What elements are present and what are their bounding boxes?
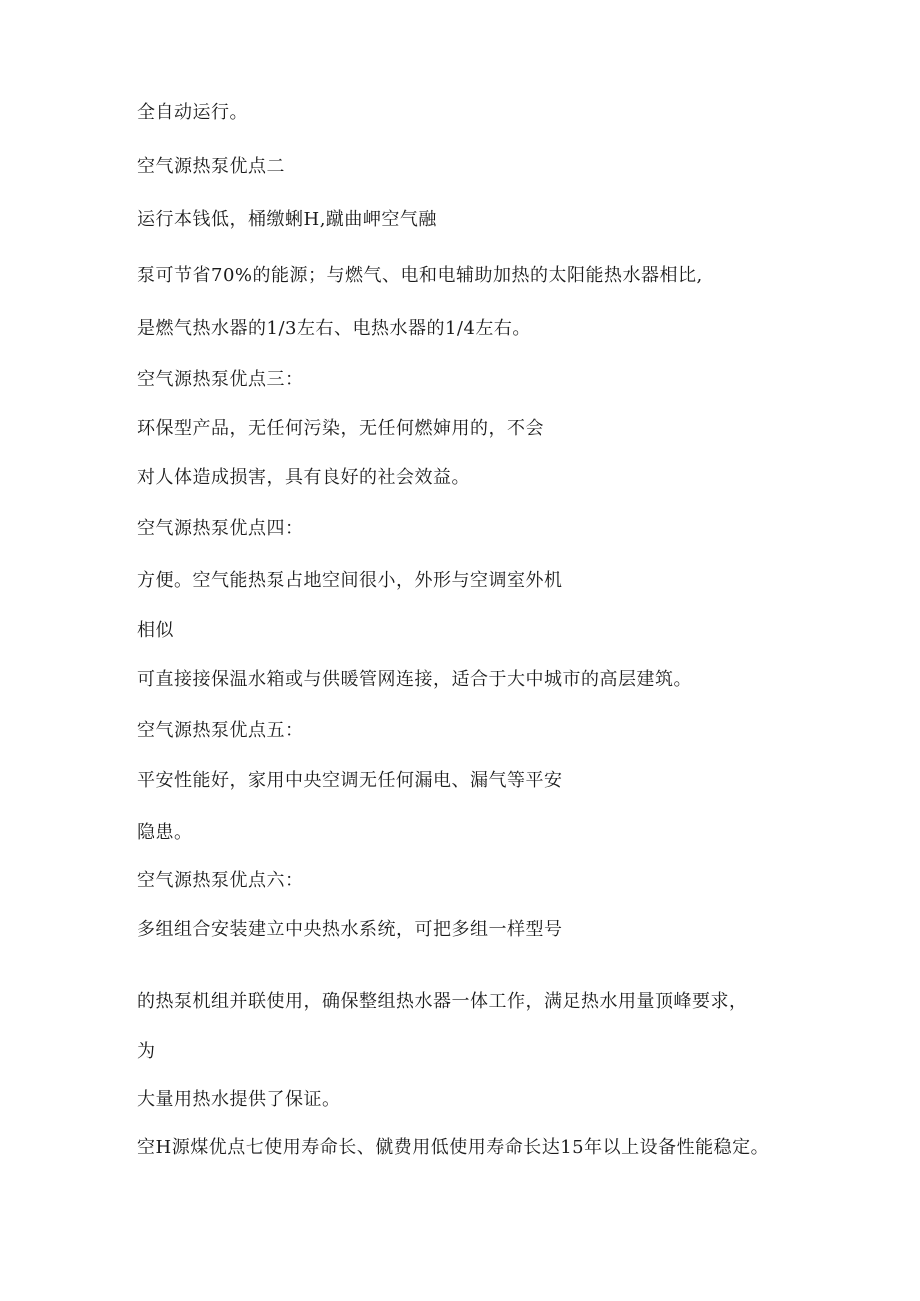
section-heading-7: 空H源煤优点七使用寿命长、僦费用低使用寿命长达15年以上设备性能稳定。 [137,1137,770,1158]
text-line-8: 对人体造成损害，具有良好的社会效益。 [137,467,470,488]
section-heading-4: 空气源热泵优点四： [137,518,304,539]
section-heading-2: 空气源热泵优点二 [137,156,285,177]
text-line-20: 大量用热水提供了保证。 [137,1089,341,1110]
section-heading-5: 空气源热泵优点五： [137,720,304,741]
text-line-1: 全自动运行。 [137,102,248,123]
text-line-15: 隐患。 [137,822,193,843]
text-line-14: 平安性能好，家用中央空调无任何漏电、漏气等平安 [137,770,563,791]
text-line-3: 运行本钱低，桶缴蜊H,蹴曲岬空气融 [137,209,437,230]
text-line-19: 为 [137,1041,156,1062]
text-line-11: 相似 [137,620,174,641]
text-line-5: 是燃气热水器的1/3左右、电热水器的1/4左右。 [137,318,531,339]
text-line-10: 方便。空气能热泵占地空间很小，外形与空调室外机 [137,570,563,591]
text-line-17: 多组组合安装建立中央热水系统，可把多组一样型号 [137,919,563,940]
section-heading-3: 空气源热泵优点三： [137,369,304,390]
text-line-4: 泵可节省70%的能源；与燃气、电和电辅助加热的太阳能热水器相比, [137,265,703,286]
text-line-7: 环保型产品，无任何污染，无任何燃婶用的，不会 [137,418,544,439]
text-line-12: 可直接接保温水箱或与供暖管网连接，适合于大中城市的高层建筑。 [137,669,692,690]
text-line-18: 的热泵机组并联使用，确保整组热水器一体工作，满足热水用量顶峰要求， [137,991,748,1012]
section-heading-6: 空气源热泵优点六： [137,870,304,891]
